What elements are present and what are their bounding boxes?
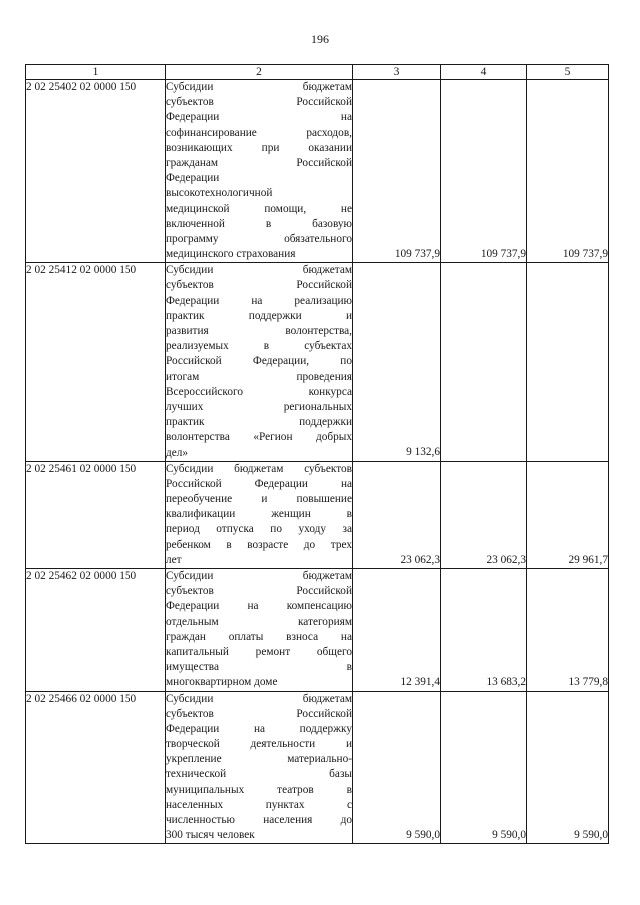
- description-line: Субсидии бюджетам: [166, 692, 352, 705]
- amount-col4-cell: 109 737,9: [441, 80, 527, 263]
- description-line: муниципальных театров в: [166, 783, 352, 796]
- description-line: медицинской помощи, не: [166, 202, 352, 215]
- amount-col5-cell: [527, 263, 609, 461]
- description-line: технической базы: [166, 768, 352, 781]
- description-line: субъектов Российской: [166, 585, 352, 598]
- budget-table: [25, 64, 609, 844]
- description-line: практик поддержки и: [166, 309, 352, 322]
- description-cell: [166, 263, 353, 461]
- description-line: творческой деятельности и: [166, 738, 352, 751]
- amount-col3-cell: 9 132,6: [353, 263, 441, 461]
- description-line: субъектов Российской: [166, 279, 352, 292]
- description-line: волонтерства «Регион добрых: [166, 431, 352, 444]
- description-line: софинансирование расходов,: [166, 126, 352, 139]
- description-line: Субсидии бюджетам субъектов: [166, 462, 352, 475]
- description-text: [166, 263, 352, 460]
- description-line: Российской Федерации, по: [166, 355, 352, 368]
- column-header: 1: [26, 65, 166, 80]
- description-line: Федерации на поддержку: [166, 722, 352, 735]
- amount-col4-cell: 13 683,2: [441, 569, 527, 692]
- column-header: 4: [441, 65, 527, 80]
- amount-col5-cell: 13 779,8: [527, 569, 609, 692]
- table-row: [26, 691, 609, 844]
- description-text: [166, 80, 352, 262]
- description-line: Субсидии бюджетам: [166, 264, 352, 277]
- amount-col5-cell: 9 590,0: [527, 691, 609, 844]
- description-line: Федерации на компенсацию: [166, 600, 352, 613]
- budget-code-cell: 2 02 25402 02 0000 150: [26, 80, 166, 263]
- amount-col4-cell: 23 062,3: [441, 461, 527, 568]
- table-row: [26, 569, 609, 692]
- description-line: лет: [166, 553, 182, 566]
- amount-col5-cell: 29 961,7: [527, 461, 609, 568]
- column-header: 2: [166, 65, 353, 80]
- description-line: Субсидии бюджетам: [166, 81, 352, 93]
- description-line: ребенком в возрасте до трех: [166, 538, 352, 551]
- description-line: включенной в базовую: [166, 217, 352, 230]
- description-line: медицинского страхования: [166, 248, 296, 261]
- description-line: программу обязательного: [166, 232, 352, 245]
- description-line: переобучение и повышение: [166, 493, 352, 506]
- amount-col3-cell: 9 590,0: [353, 691, 441, 844]
- amount-col3-cell: 23 062,3: [353, 461, 441, 568]
- description-line: Федерации: [166, 172, 220, 185]
- description-line: субъектов Российской: [166, 96, 352, 109]
- description-line: Субсидии бюджетам: [166, 570, 352, 582]
- description-line: Российской Федерации на: [166, 477, 352, 490]
- description-line: Федерации на: [166, 111, 352, 124]
- description-line: капитальный ремонт общего: [166, 645, 352, 658]
- description-line: Федерации на реализацию: [166, 294, 352, 307]
- amount-col3-cell: 109 737,9: [353, 80, 441, 263]
- description-text: [166, 462, 352, 568]
- description-line: численностью населения до: [166, 814, 352, 826]
- amount-col5-cell: 109 737,9: [527, 80, 609, 263]
- description-line: период отпуска по уходу за: [166, 523, 352, 536]
- description-line: Всероссийского конкурса: [166, 385, 352, 398]
- column-header: 5: [527, 65, 609, 80]
- description-text: [166, 692, 352, 844]
- description-line: граждан оплаты взноса на: [166, 630, 352, 643]
- table-row: [26, 263, 609, 461]
- description-line: гражданам Российской: [166, 156, 352, 169]
- table-row: [26, 80, 609, 263]
- description-line: возникающих при оказании: [166, 141, 352, 154]
- budget-code-cell: 2 02 25462 02 0000 150: [26, 569, 166, 692]
- description-line: практик поддержки: [166, 416, 352, 429]
- budget-code-cell: 2 02 25412 02 0000 150: [26, 263, 166, 461]
- column-header: 3: [353, 65, 441, 80]
- budget-code-cell: 2 02 25461 02 0000 150: [26, 461, 166, 568]
- description-cell: [166, 691, 353, 844]
- description-cell: [166, 461, 353, 568]
- description-line: населенных пунктах с: [166, 798, 352, 811]
- table-row: [26, 461, 609, 568]
- description-line: имущества в: [166, 661, 352, 674]
- description-line: лучших региональных: [166, 400, 352, 413]
- description-line: развития волонтерства,: [166, 325, 352, 337]
- description-line: субъектов Российской: [166, 707, 352, 720]
- header-row: [26, 65, 609, 80]
- amount-col4-cell: 9 590,0: [441, 691, 527, 844]
- budget-code-cell: 2 02 25466 02 0000 150: [26, 691, 166, 844]
- description-line: высокотехнологичной: [166, 187, 273, 200]
- description-line: квалификации женщин в: [166, 508, 352, 521]
- description-line: 300 тысяч человек: [166, 829, 255, 842]
- description-cell: [166, 80, 353, 263]
- description-line: укрепление материально-: [166, 753, 352, 766]
- description-line: реализуемых в субъектах: [166, 340, 352, 353]
- description-line: многоквартирном доме: [166, 676, 278, 689]
- description-cell: [166, 569, 353, 692]
- page-number: 196: [311, 32, 329, 46]
- amount-col4-cell: [441, 263, 527, 461]
- description-line: отдельным категориям: [166, 615, 352, 628]
- amount-col3-cell: 12 391,4: [353, 569, 441, 692]
- description-line: итогам проведения: [166, 370, 352, 383]
- description-text: [166, 569, 352, 691]
- description-line: дел»: [166, 446, 189, 459]
